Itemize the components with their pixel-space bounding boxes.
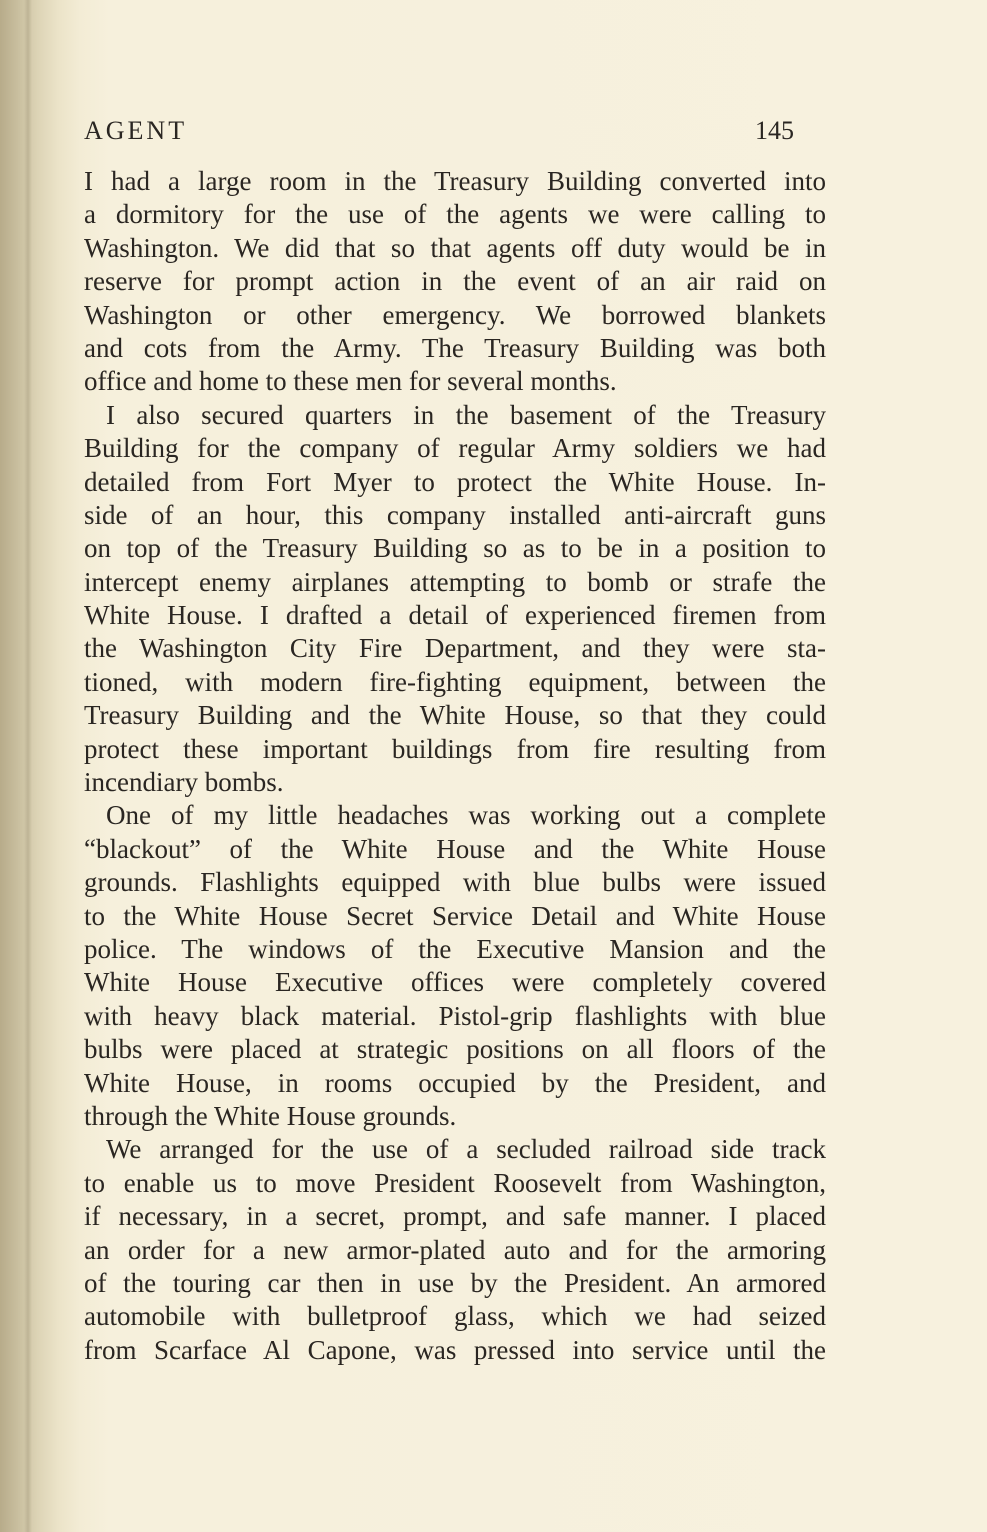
- text-line: an order for a new armor-plated auto and for the armoring: [84, 1234, 826, 1265]
- text-line: One of my little headaches was working out a complete: [106, 800, 826, 831]
- text-line: intercept enemy airplanes attempting to bomb or strafe the: [84, 566, 826, 597]
- page-number: 145: [755, 116, 794, 145]
- text-line: if necessary, in a secret, prompt, and safe manner. I placed: [84, 1201, 826, 1232]
- text-line: office and home to these men for several months.: [84, 366, 617, 397]
- text-line: Treasury Building and the White House, so that they could: [84, 700, 826, 731]
- text-line: police. The windows of the Executive Mansion and the: [84, 933, 826, 964]
- text-line: from Scarface Al Capone, was pressed into service until the: [84, 1334, 826, 1365]
- text-line: tioned, with modern fire-fighting equipment, between the: [84, 666, 826, 697]
- running-head: [84, 116, 828, 148]
- text-line: automobile with bulletproof glass, which we had seized: [84, 1301, 826, 1332]
- text-line: Washington or other emergency. We borrowed blankets: [84, 299, 826, 330]
- text-line: a dormitory for the use of the agents we were calling to: [84, 199, 826, 230]
- text-line: bulbs were placed at strategic positions on all floors of the: [84, 1034, 826, 1065]
- text-line: reserve for prompt action in the event of an air raid on: [84, 266, 826, 297]
- text-line: on top of the Treasury Building so as to be in a position to: [84, 533, 826, 564]
- text-line: grounds. Flashlights equipped with blue bulbs were issued: [84, 867, 826, 898]
- text-line: through the White House grounds.: [84, 1100, 457, 1131]
- text-line: Building for the company of regular Army soldiers we had: [84, 433, 826, 464]
- body-text: [84, 165, 826, 1367]
- text-line: with heavy black material. Pistol-grip flashlights with blue: [84, 1000, 826, 1031]
- text-line: protect these important buildings from fire resulting from: [84, 733, 826, 764]
- running-title: AGENT: [84, 116, 188, 145]
- text-line: White House. I drafted a detail of experienced firemen from: [84, 600, 826, 631]
- text-line: I also secured quarters in the basement of the Treasury: [106, 399, 826, 430]
- text-line: White House Executive offices were completely covered: [84, 967, 826, 998]
- text-line: to enable us to move President Roosevelt from Washington,: [84, 1167, 826, 1198]
- text-line: the Washington City Fire Department, and they were sta-: [84, 633, 826, 664]
- text-line: “blackout” of the White House and the White House: [84, 833, 826, 864]
- text-line: of the touring car then in use by the President. An armored: [84, 1267, 826, 1298]
- binding-gutter: [24, 0, 32, 1532]
- text-line: to the White House Secret Service Detail and White House: [84, 900, 826, 931]
- text-line: detailed from Fort Myer to protect the White House. In-: [84, 466, 826, 497]
- text-line: White House, in rooms occupied by the President, and: [84, 1067, 826, 1098]
- text-line: We arranged for the use of a secluded railroad side track: [106, 1134, 826, 1165]
- text-line: incendiary bombs.: [84, 767, 284, 798]
- text-line: and cots from the Army. The Treasury Building was both: [84, 332, 826, 363]
- text-line: side of an hour, this company installed anti-aircraft guns: [84, 499, 826, 530]
- text-line: I had a large room in the Treasury Building converted into: [84, 166, 826, 196]
- text-line: Washington. We did that so that agents off duty would be in: [84, 232, 826, 263]
